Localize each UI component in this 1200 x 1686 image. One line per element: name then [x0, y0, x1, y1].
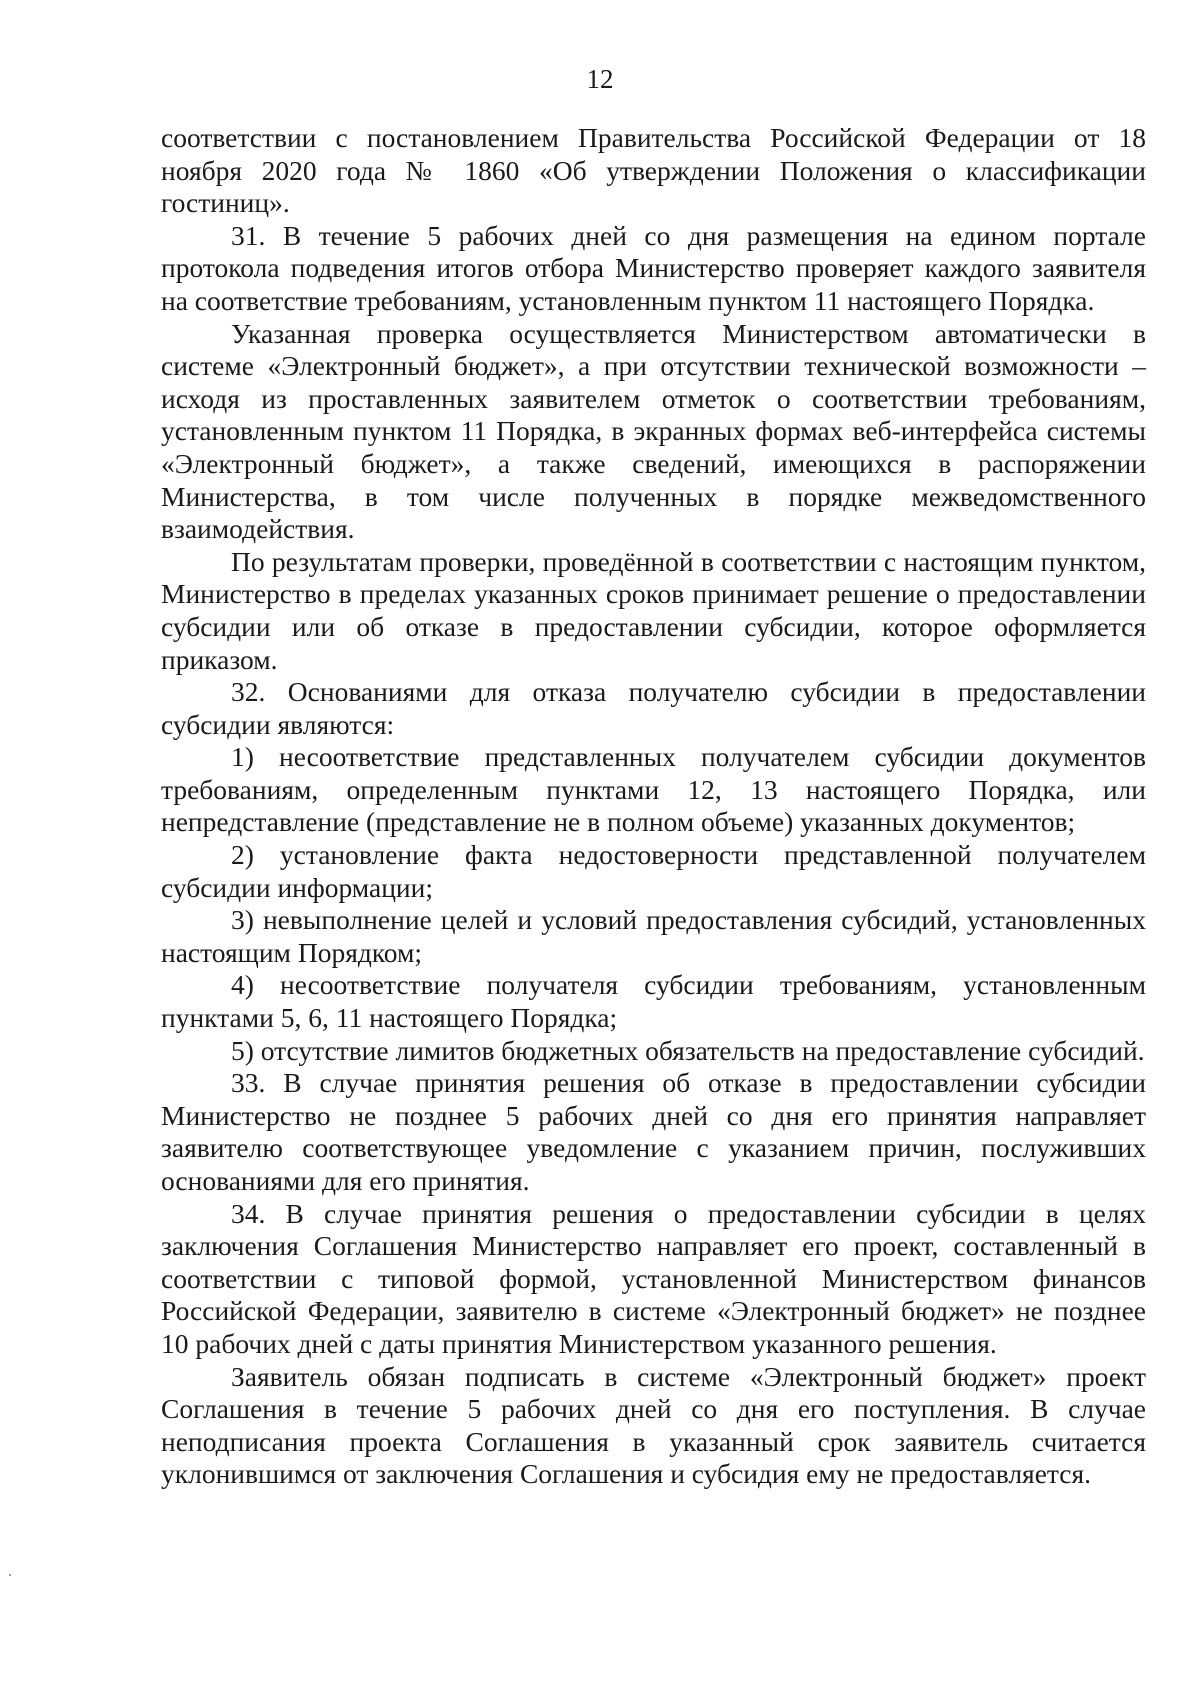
page-number: 12: [586, 64, 614, 94]
paragraph-signing-obligation: Заявитель обязан подписать в системе «Электронный бюджет» проект Соглашения в течение 5 рабочих дней со дня его поступления. В случае неподписания проекта Соглашения в указанный срок заявитель считается уклонившимся от заключения Соглашения и субсидия ему не предоставляется.: [161, 1360, 1146, 1490]
paragraph-verification: Указанная проверка осуществляется Министерством автоматически в системе «Электронный бюджет», а при отсутствии технической возможности – исходя из проставленных заявителем отметок о соответствии требованиям, установленным пунктом 11 Порядка, в экранных формах веб-интерфейса системы «Электронный бюджет», а также сведений, имеющихся в распоряжении Министерства, в том числе полученных в порядке межведомственного взаимодействия.: [161, 317, 1146, 545]
paragraph-continuation: соответствии с постановлением Правительства Российской Федерации от 18 ноября 2020 года № 1860 «Об утверждении Положения о классификации гостиниц».: [161, 122, 1146, 219]
document-body: [161, 122, 1146, 1491]
paragraph-item-33: 33. В случае принятия решения об отказе в предоставлении субсидии Министерство не позднее 5 рабочих дней со дня его принятия направляет заявителю соответствующее уведомление с указанием причин, послуживших основаниями для его принятия.: [161, 1067, 1146, 1196]
refusal-ground-1: 1) несоответствие представленных получателем субсидии документов требованиям, определенным пунктами 12, 13 настоящего Порядка, или непредставление (представление не в полном объеме) указанных документов;: [161, 741, 1146, 838]
paragraph-item-32: 32. Основаниями для отказа получателю субсидии в предоставлении субсидии являются:: [161, 676, 1146, 740]
refusal-ground-5: 5) отсутствие лимитов бюджетных обязательств на предоставление субсидий.: [231, 1034, 1145, 1066]
refusal-ground-2: 2) установление факта недостоверности представленной получателем субсидии информации;: [161, 839, 1146, 903]
paragraph-verification-result: По результатам проверки, проведённой в соответствии с настоящим пунктом, Министерство в пределах указанных сроков принимает решение о предоставлении субсидии или об отказе в предоставлении субсидии, которое оформляется приказом.: [161, 545, 1146, 675]
scan-artifact-dot: [9, 1574, 11, 1576]
refusal-ground-3: 3) невыполнение целей и условий предоставления субсидий, установленных настоящим Порядком;: [161, 904, 1146, 968]
refusal-ground-4: 4) несоответствие получателя субсидии требованиям, установленным пунктами 5, 6, 11 настоящего Порядка;: [161, 969, 1146, 1034]
paragraph-item-31: 31. В течение 5 рабочих дней со дня размещения на едином портале протокола подведения итогов отбора Министерство проверяет каждого заявителя на соответствие требованиям, установленным пунктом 11 настоящего Порядка.: [161, 219, 1146, 316]
paragraph-item-34: 34. В случае принятия решения о предоставлении субсидии в целях заключения Соглашения Министерство направляет его проект, составленный в соответствии с типовой формой, установленной Министерством финансов Российской Федерации, заявителю в системе «Электронный бюджет» не позднее 10 рабочих дней с даты принятия Министерством указанного решения.: [161, 1197, 1146, 1359]
